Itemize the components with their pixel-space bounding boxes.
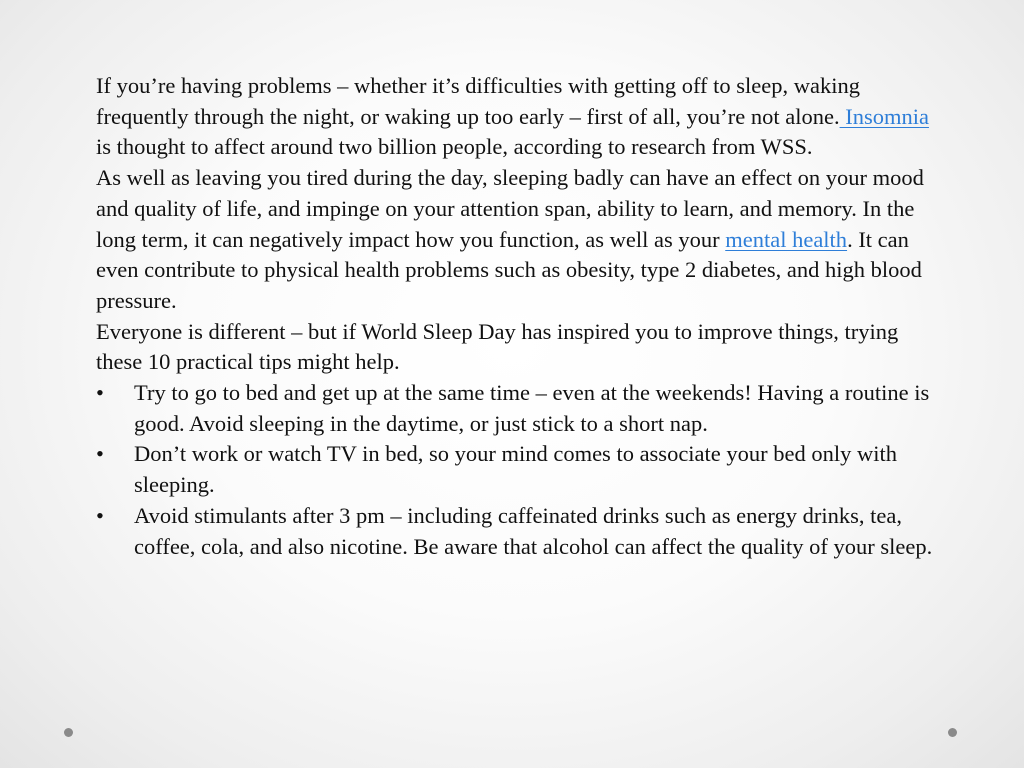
insomnia-link[interactable]: Insomnia	[839, 103, 929, 129]
mental-health-link[interactable]: mental health	[725, 226, 848, 252]
intro-paragraph	[96, 71, 936, 163]
bullet-icon: •	[96, 380, 104, 406]
list-item	[96, 501, 936, 562]
list-item	[96, 378, 936, 439]
corner-dot-left-icon	[64, 728, 73, 737]
intro-text-before: If you’re having problems – whether it’s difficulties with getting off to sleep, waking frequently through the night, or waking up too early – first of all, you’re not alone.	[96, 73, 861, 129]
tips-intro-paragraph: Everyone is different – but if World Sleep Day has inspired you to improve things, trying these 10 practical tips might help.	[96, 318, 899, 375]
tips-list	[96, 378, 936, 562]
bullet-icon: •	[96, 502, 104, 528]
effects-paragraph	[96, 163, 936, 317]
effects-text-before: As well as leaving you tired during the day, sleeping badly can have an effect on your mood and quality of life, and impinge on your attention span, ability to learn, and memory. In the long term, it can negatively impact how you function, as well as your	[96, 165, 924, 252]
list-item	[96, 439, 936, 500]
tip-text: Don’t work or watch TV in bed, so your mind comes to associate your bed only with sleeping.	[134, 441, 898, 498]
effects-text-after: . It can even contribute to physical health problems such as obesity, type 2 diabetes, and high blood pressure.	[96, 226, 922, 313]
corner-dot-right-icon	[948, 728, 957, 737]
tip-text: Avoid stimulants after 3 pm – including caffeinated drinks such as energy drinks, tea, coffee, cola, and also nicotine. Be aware that alcohol can affect the quality of your sleep.	[134, 502, 933, 559]
slide-body	[96, 71, 936, 562]
tip-text: Try to go to bed and get up at the same time – even at the weekends! Having a routine is good. Avoid sleeping in the daytime, or just stick to a short nap.	[134, 380, 930, 436]
bullet-icon: •	[96, 441, 104, 467]
intro-text-after: is thought to affect around two billion people, according to research from WSS.	[96, 134, 813, 160]
